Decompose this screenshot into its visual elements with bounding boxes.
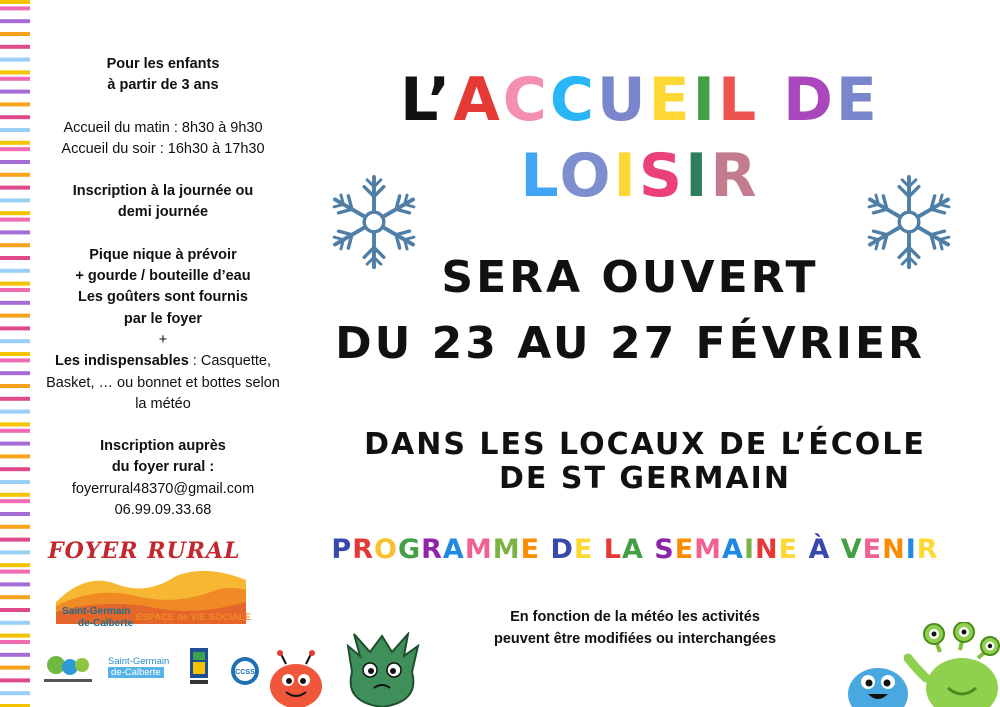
programme-letter bbox=[830, 534, 840, 565]
title-letter: E bbox=[648, 65, 693, 135]
programme-letter: A bbox=[621, 534, 644, 565]
title-line-2 bbox=[330, 142, 950, 210]
title-letter: A bbox=[453, 65, 503, 135]
programme-letter: G bbox=[397, 534, 422, 565]
programme-letter: E bbox=[573, 534, 594, 565]
programme-letter: E bbox=[674, 534, 695, 565]
green-fuzzy-monster-icon bbox=[340, 632, 424, 707]
saint-germain-logo-line-1: Saint-Germain bbox=[108, 656, 170, 667]
title-letter: R bbox=[710, 141, 760, 211]
essentials-text-2: Basket, … ou bonnet et bottes selon bbox=[46, 374, 280, 391]
contact-heading-2: du foyer rural : bbox=[111, 459, 215, 476]
plus-sign: + bbox=[158, 331, 168, 348]
programme-letter: I bbox=[905, 534, 917, 565]
title-letter: L bbox=[717, 65, 760, 135]
title-letter: I bbox=[685, 141, 711, 211]
programme-letter: E bbox=[862, 534, 883, 565]
email-address[interactable]: foyerrural48370@gmail.com bbox=[71, 480, 255, 497]
contact-heading: Inscription auprès bbox=[100, 438, 226, 455]
programme-letter: A bbox=[442, 534, 465, 565]
essentials-line bbox=[32, 351, 294, 372]
open-announcement: SERA OUVERT bbox=[441, 252, 819, 303]
foyer-rural-town-2: de-Calberte bbox=[78, 618, 134, 629]
saint-germain-logo bbox=[108, 656, 174, 678]
foyer-rural-town: Saint-Germain bbox=[62, 606, 131, 617]
programme-letter: R bbox=[421, 534, 443, 565]
weather-note bbox=[440, 607, 830, 650]
title-letter: C bbox=[549, 65, 597, 135]
programme-letter: M bbox=[492, 534, 521, 565]
programme-letter bbox=[593, 534, 603, 565]
saint-germain-logo-line-2: de-Calberte bbox=[108, 667, 164, 678]
programme-heading bbox=[300, 534, 970, 565]
programme-letter: S bbox=[654, 534, 675, 565]
programme-letter: M bbox=[464, 534, 493, 565]
essentials-text: : Casquette, bbox=[188, 353, 271, 370]
green-alien-monster-icon bbox=[904, 622, 1000, 707]
essentials-label: Les indispensables bbox=[55, 353, 189, 370]
programme-letter: O bbox=[374, 534, 398, 565]
programme-letter: M bbox=[694, 534, 723, 565]
location-line-2: DE ST GERMAIN bbox=[499, 461, 791, 496]
essentials-text-3: la météo bbox=[135, 395, 191, 412]
programme-letter: E bbox=[778, 534, 799, 565]
registration-info: Inscription à la journée ou bbox=[72, 183, 254, 200]
orange-monster-icon bbox=[262, 650, 330, 707]
title-letter: I bbox=[692, 65, 718, 135]
title-letter: C bbox=[502, 65, 550, 135]
title-letter: L’ bbox=[400, 65, 454, 135]
programme-letter: N bbox=[882, 534, 906, 565]
title-letter: L bbox=[520, 141, 560, 211]
programme-letter: I bbox=[743, 534, 755, 565]
picnic-info-2: + gourde / bouteille d’eau bbox=[75, 268, 251, 285]
audience-age: à partir de 3 ans bbox=[107, 77, 219, 94]
location-line-1: DANS LES LOCAUX DE L’ÉCOLE bbox=[364, 427, 926, 462]
title-letter: O bbox=[559, 141, 614, 211]
audience-line: Pour les enfants bbox=[106, 56, 220, 72]
programme-letter: A bbox=[722, 534, 744, 565]
programme-letter: R bbox=[916, 534, 939, 565]
programme-letter: À bbox=[808, 534, 831, 565]
morning-hours: Accueil du matin : 8h30 à 9h30 bbox=[63, 119, 263, 136]
blue-monster-icon bbox=[846, 660, 910, 707]
title-letter: D bbox=[783, 65, 836, 135]
programme-letter: R bbox=[352, 534, 374, 565]
programme-letter: N bbox=[754, 534, 779, 565]
programme-letter: P bbox=[331, 534, 353, 565]
evening-hours: Accueil du soir : 16h30 à 17h30 bbox=[61, 140, 265, 157]
phone-number[interactable]: 06.99.09.33.68 bbox=[114, 502, 212, 519]
title-letter: U bbox=[596, 65, 649, 135]
programme-letter: E bbox=[520, 534, 541, 565]
programme-letter: D bbox=[550, 534, 574, 565]
title-letter: I bbox=[613, 141, 639, 211]
info-column bbox=[32, 54, 294, 521]
title-letter: S bbox=[638, 141, 686, 211]
programme-letter bbox=[540, 534, 550, 565]
open-dates: DU 23 AU 27 FÉVRIER bbox=[335, 318, 925, 369]
title-letter bbox=[759, 65, 783, 135]
snack-info-2: par le foyer bbox=[123, 310, 203, 327]
ccss-logo-icon bbox=[230, 656, 260, 686]
programme-letter: V bbox=[840, 534, 863, 565]
striped-border bbox=[0, 0, 30, 707]
programme-letter: L bbox=[603, 534, 622, 565]
title-line-1 bbox=[330, 66, 950, 134]
ccss-logo-text: CCSS bbox=[235, 669, 255, 676]
weather-note-line-2: peuvent être modifiées ou interchangées bbox=[493, 630, 777, 647]
snack-info: Les goûters sont fournis bbox=[78, 289, 248, 306]
registration-info-2: demi journée bbox=[117, 204, 209, 221]
foyer-rural-tagline: ESPACE de VIE SOCIALE bbox=[136, 612, 251, 623]
programme-letter bbox=[644, 534, 654, 565]
community-logo-icon bbox=[40, 653, 96, 687]
school-logo-icon bbox=[188, 646, 210, 688]
foyer-rural-logo bbox=[48, 538, 258, 638]
title-letter: E bbox=[835, 65, 880, 135]
programme-letter bbox=[798, 534, 808, 565]
weather-note-line-1: En fonction de la météo les activités bbox=[510, 609, 760, 625]
picnic-info: Pique nique à prévoir bbox=[89, 246, 237, 263]
foyer-rural-title: FOYER RURAL bbox=[48, 538, 241, 564]
